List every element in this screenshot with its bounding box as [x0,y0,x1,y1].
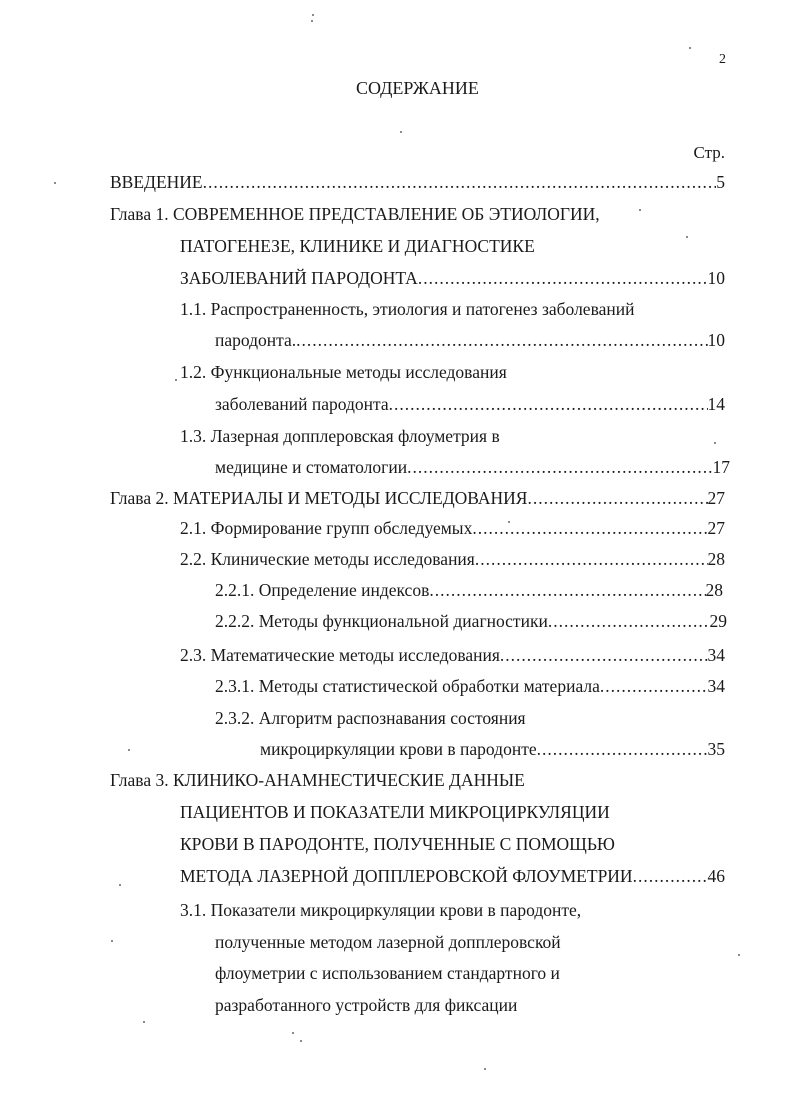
toc-entry-chapter-3[interactable] [180,866,725,892]
page-title: СОДЕРЖАНИЕ [356,78,479,98]
toc-entry-page: 27 [707,518,725,538]
leader-dots [527,488,707,509]
toc-chapter-1-line-1: Глава 1. СОВРЕМЕННОЕ ПРЕДСТАВЛЕНИЕ ОБ ЭТИОЛОГИИ, [110,204,600,224]
toc-entry-section-2-2-2[interactable] [215,611,727,637]
toc-entry-page: 35 [707,739,725,759]
toc-entry-section-2-2-1[interactable] [215,580,723,606]
toc-entry-label: 2.1. Формирование групп обследуемых [180,518,473,538]
toc-chapter-3-line-1: Глава 3. КЛИНИКО-АНАМНЕСТИЧЕСКИЕ ДАННЫЕ [110,770,525,790]
toc-entry-label: медицине и стоматологии [215,457,408,477]
leader-dots [407,457,712,478]
toc-entry-label: 2.2.2. Методы функциональной диагностики [215,611,548,631]
toc-section-3-1-line-1: 3.1. Показатели микроциркуляции крови в пародонте, [180,900,582,920]
toc-chapter-3-line-3: КРОВИ В ПАРОДОНТЕ, ПОЛУЧЕННЫЕ С ПОМОЩЬЮ [180,834,615,854]
toc-entry-label: ВВЕДЕНИЕ [110,172,203,192]
toc-entry-label: ЗАБОЛЕВАНИЙ ПАРОДОНТА [180,268,418,288]
leader-dots [475,549,708,570]
scan-speck [508,521,510,523]
scan-speck [128,749,130,751]
scan-speck [738,954,740,956]
leader-dots [389,394,708,415]
page-column-header: Стр. [693,143,725,162]
scan-speck [300,1040,302,1042]
toc-chapter-3-line-2: ПАЦИЕНТОВ И ПОКАЗАТЕЛИ МИКРОЦИРКУЛЯЦИИ [180,802,610,822]
toc-entry-intro[interactable] [110,172,725,198]
toc-entry-section-1-1[interactable] [215,330,725,356]
scan-speck [484,1068,486,1070]
toc-section-3-1-line-2: полученные методом лазерной допплеровской [215,932,561,952]
toc-entry-section-1-2[interactable] [215,394,725,420]
toc-entry-page: 28 [707,549,725,569]
toc-entry-section-2-1[interactable] [180,518,725,544]
toc-entry-page: 34 [707,645,725,665]
toc-section-1-2-line-1: 1.2. Функциональные методы исследования [180,362,507,382]
toc-chapter-1-line-2: ПАТОГЕНЕЗЕ, КЛИНИКЕ И ДИАГНОСТИКЕ [180,236,535,256]
toc-entry-page: 28 [705,580,723,600]
toc-entry-section-2-2[interactable] [180,549,725,575]
scan-speck [714,442,716,444]
scan-speck [54,182,56,184]
leader-dots [296,330,707,351]
toc-entry-page: 10 [707,330,725,350]
toc-entry-page: 29 [709,611,727,631]
page-number: 2 [719,52,726,67]
scan-speck [312,14,314,16]
toc-entry-label: 2.3.1. Методы статистической обработки материала [215,676,600,696]
toc-entry-label: микроциркуляции крови в пародонте [260,739,537,759]
scan-speck [639,209,641,211]
toc-entry-label: МЕТОДА ЛАЗЕРНОЙ ДОППЛЕРОВСКОЙ ФЛОУМЕТРИИ [180,866,633,886]
toc-entry-label: 2.2. Клинические методы исследования [180,549,475,569]
toc-entry-label: 2.3. Математические методы исследования [180,645,500,665]
toc-section-1-1-line-1: 1.1. Распространенность, этиология и патогенез заболеваний [180,299,635,319]
scan-speck [689,47,691,49]
toc-entry-chapter-2[interactable] [110,488,725,514]
toc-entry-label: пародонта. [215,330,297,350]
toc-entry-label: Глава 2. МАТЕРИАЛЫ И МЕТОДЫ ИССЛЕДОВАНИЯ [110,488,528,508]
leader-dots [600,676,708,697]
toc-entry-section-2-3-2[interactable] [260,739,725,765]
toc-entry-label: заболеваний пародонта [215,394,389,414]
leader-dots [633,866,708,887]
leader-dots [418,268,708,289]
toc-entry-section-1-3[interactable] [215,457,730,483]
toc-entry-section-2-3-1[interactable] [215,676,725,702]
toc-entry-page: 10 [707,268,725,288]
toc-entry-page: 46 [707,866,725,886]
scan-speck [111,940,113,942]
scan-speck [686,236,688,238]
leader-dots [500,645,708,666]
leader-dots [429,580,705,601]
leader-dots [548,611,710,632]
toc-entry-section-2-3[interactable] [180,645,725,671]
leader-dots [537,739,708,760]
toc-section-3-1-line-4: разработанного устройств для фиксации [215,995,518,1015]
toc-section-3-1-line-3: флоуметрии с использованием стандартного и [215,963,560,983]
toc-entry-page: 5 [716,172,725,192]
toc-entry-page: 34 [707,676,725,696]
toc-entry-label: 2.2.1. Определение индексов [215,580,430,600]
toc-entry-page: 17 [712,457,730,477]
scan-speck [311,20,313,22]
scan-speck [292,1032,294,1034]
toc-section-1-3-line-1: 1.3. Лазерная допплеровская флоуметрия в [180,426,500,446]
scan-speck [143,1021,145,1023]
scan-speck [400,131,402,133]
leader-dots [203,172,717,193]
scan-speck [175,379,177,381]
toc-entry-page: 14 [707,394,725,414]
toc-entry-chapter-1[interactable] [180,268,725,294]
scan-speck [119,884,121,886]
toc-section-2-3-2-line-1: 2.3.2. Алгоритм распознавания состояния [215,708,526,728]
toc-entry-page: 27 [707,488,725,508]
